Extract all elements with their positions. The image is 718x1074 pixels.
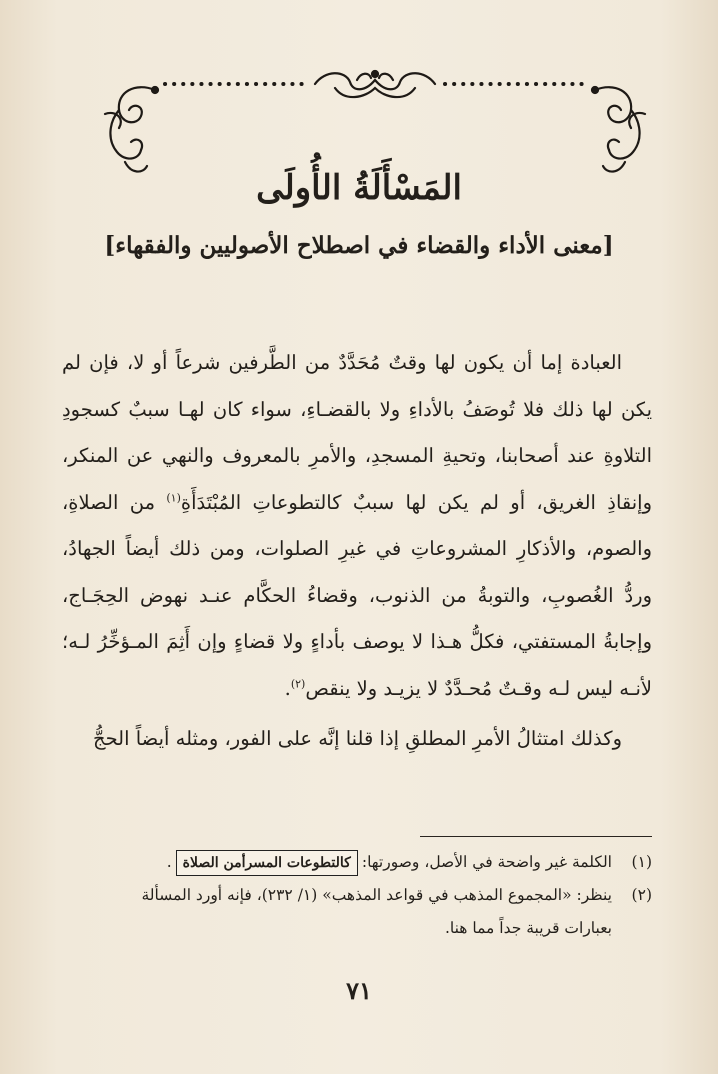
paragraph-2: وكذلك امتثالُ الأمرِ المطلقِ إذا قلنا إنَّه على الفور، ومثله أيضاً الحجُّ bbox=[93, 727, 622, 750]
page-number: ٧١ bbox=[346, 976, 372, 1005]
paragraph-1 bbox=[62, 340, 652, 712]
footnote-1 bbox=[62, 846, 652, 879]
footnote-2-number: (٢) bbox=[631, 886, 652, 904]
chapter-title: المَسْأَلَةُ الأُولَى bbox=[256, 168, 462, 208]
header-ornament bbox=[95, 62, 655, 182]
footnote-1-text: الكلمة غير واضحة في الأصل، وصورتها: bbox=[361, 853, 612, 871]
footnote-1-number: (١) bbox=[631, 853, 652, 871]
footnote-2-text: ينظر: «المجموع المذهب في قواعد المذهب» (١/ ٢٣٢)، فإنه أورد المسألة bbox=[141, 886, 612, 904]
footnotes bbox=[62, 846, 652, 945]
footnote-ref-2[interactable]: (٢) bbox=[290, 677, 306, 690]
section-subtitle: [معنى الأداء والقضاء في اصطلاح الأصوليين والفقهاء] bbox=[104, 232, 614, 259]
footnote-2 bbox=[62, 879, 652, 912]
footnote-divider bbox=[420, 836, 652, 837]
paragraph-1-part-b: من الصلاةِ، والصوم، والأذكارِ المشروعاتِ في غيرِ الصلوات، ومن ذلك أيضاً الجهادُ، وردُّ الغُصوبِ، والتوبةُ من الذنوب، وقضاءُ الحكَّام عنـد نهوض الحِجَـاج، وإجابةُ المستفتي، فكلُّ هـذا لا يوصف بأداءٍ ولا قضاءٍ وإن أَثِمَ المـؤخِّرُ لـه؛ لأنـه ليس لـه وقـتٌ مُحـدَّدٌ لا يزيـد ولا ينقص bbox=[62, 490, 652, 700]
footnote-1-end: . bbox=[166, 853, 172, 871]
main-text bbox=[62, 340, 652, 763]
footnote-ref-1[interactable]: (١) bbox=[166, 491, 181, 504]
paragraph-1-part-a: العبادة إما أن يكون لها وقتٌ مُحَدَّدٌ من الطَّرفين شرعاً أو لا، فإن لم يكن لها ذلك فلا تُوصَفُ بالأداءِ ولا بالقضـاءِ، سواء كان لهـا سببٌ كسجودِ التلاوةِ عند أصحابنا، وتحيةِ المسجدِ، والأمرِ بالمعروف والنهي عن المنكر، وإنقاذِ الغريق، أو لم يكن لها سببٌ كالتطوعاتِ المُبْتَدَأَةِ bbox=[62, 351, 653, 514]
paragraph-1-end: . bbox=[284, 676, 291, 700]
footnote-2-continuation: بعبارات قريبة جداً مما هنا. bbox=[444, 919, 612, 937]
manuscript-excerpt-image: كالتطوعات المسرأمن الصلاة bbox=[176, 850, 358, 876]
